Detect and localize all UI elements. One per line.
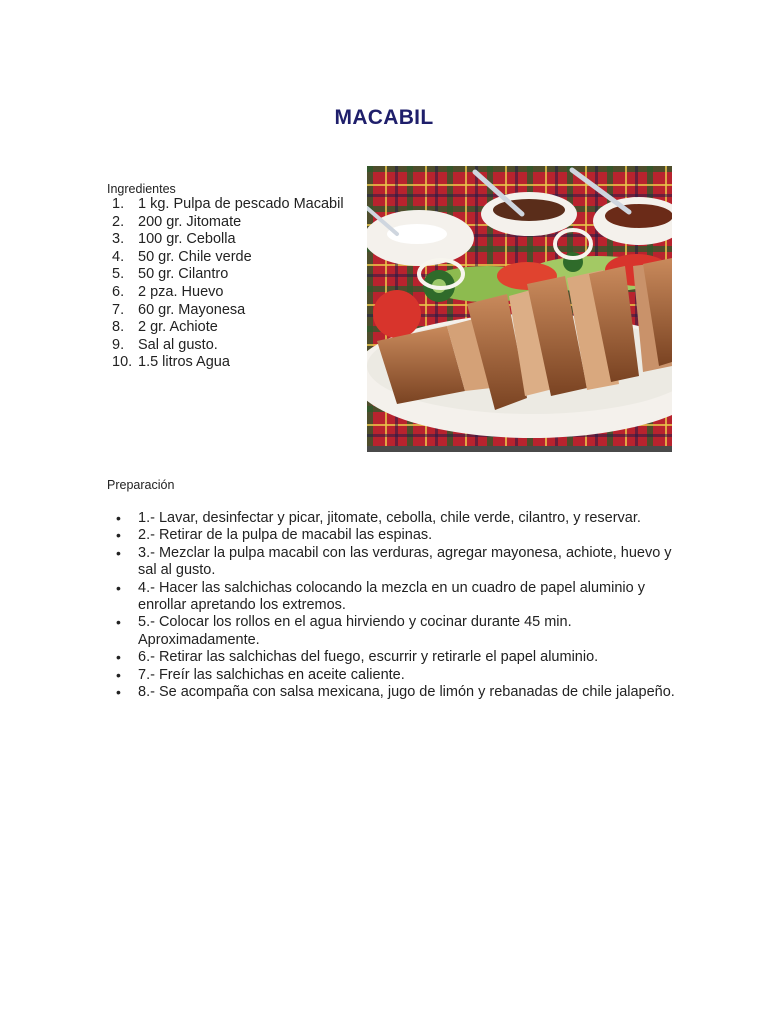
dish-illustration: [367, 166, 672, 452]
list-item: • 8.- Se acompaña con salsa mexicana, jugo de limón y rebanadas de chile jalapeño.: [116, 684, 676, 701]
list-item: 1. 1 kg. Pulpa de pescado Macabil: [112, 196, 344, 212]
list-item: 9. Sal al gusto.: [112, 336, 218, 353]
ingredients-heading: Ingredientes: [107, 182, 176, 196]
list-item: • 3.- Mezclar la pulpa macabil con las verduras, agregar mayonesa, achiote, huevo y sal al gusto.: [116, 545, 676, 580]
list-item: 8. 2 gr. Achiote: [112, 319, 218, 336]
dish-photo: [367, 166, 672, 452]
list-item: 6. 2 pza. Huevo: [112, 283, 224, 300]
preparation-heading: Preparación: [107, 478, 175, 492]
list-item: 2. 200 gr. Jitomate: [112, 213, 242, 230]
ingredients-list: [112, 196, 344, 372]
list-item: 3. 100 gr. Cebolla: [112, 231, 236, 248]
list-item: • 4.- Hacer las salchichas colocando la mezcla en un cuadro de papel aluminio y enrollar apretando los extremos.: [116, 580, 676, 615]
list-item: 10. 1.5 litros Agua: [112, 354, 230, 371]
recipe-title: MACABIL: [334, 106, 434, 130]
list-item: 5. 50 gr. Cilantro: [112, 266, 229, 283]
preparation-list: [116, 510, 676, 701]
list-item: • 1.- Lavar, desinfectar y picar, jitomate, cebolla, chile verde, cilantro, y reservar.: [116, 510, 676, 527]
list-item: • 5.- Colocar los rollos en el agua hirviendo y cocinar durante 45 min. Aproximadamente.: [116, 614, 676, 649]
list-item: • 7.- Freír las salchichas en aceite caliente.: [116, 667, 676, 684]
list-item: 4. 50 gr. Chile verde: [112, 248, 252, 265]
list-item: • 6.- Retirar las salchichas del fuego, escurrir y retirarle el papel aluminio.: [116, 649, 676, 666]
list-item: • 2.- Retirar de la pulpa de macabil las espinas.: [116, 527, 676, 544]
list-item: 7. 60 gr. Mayonesa: [112, 301, 246, 318]
